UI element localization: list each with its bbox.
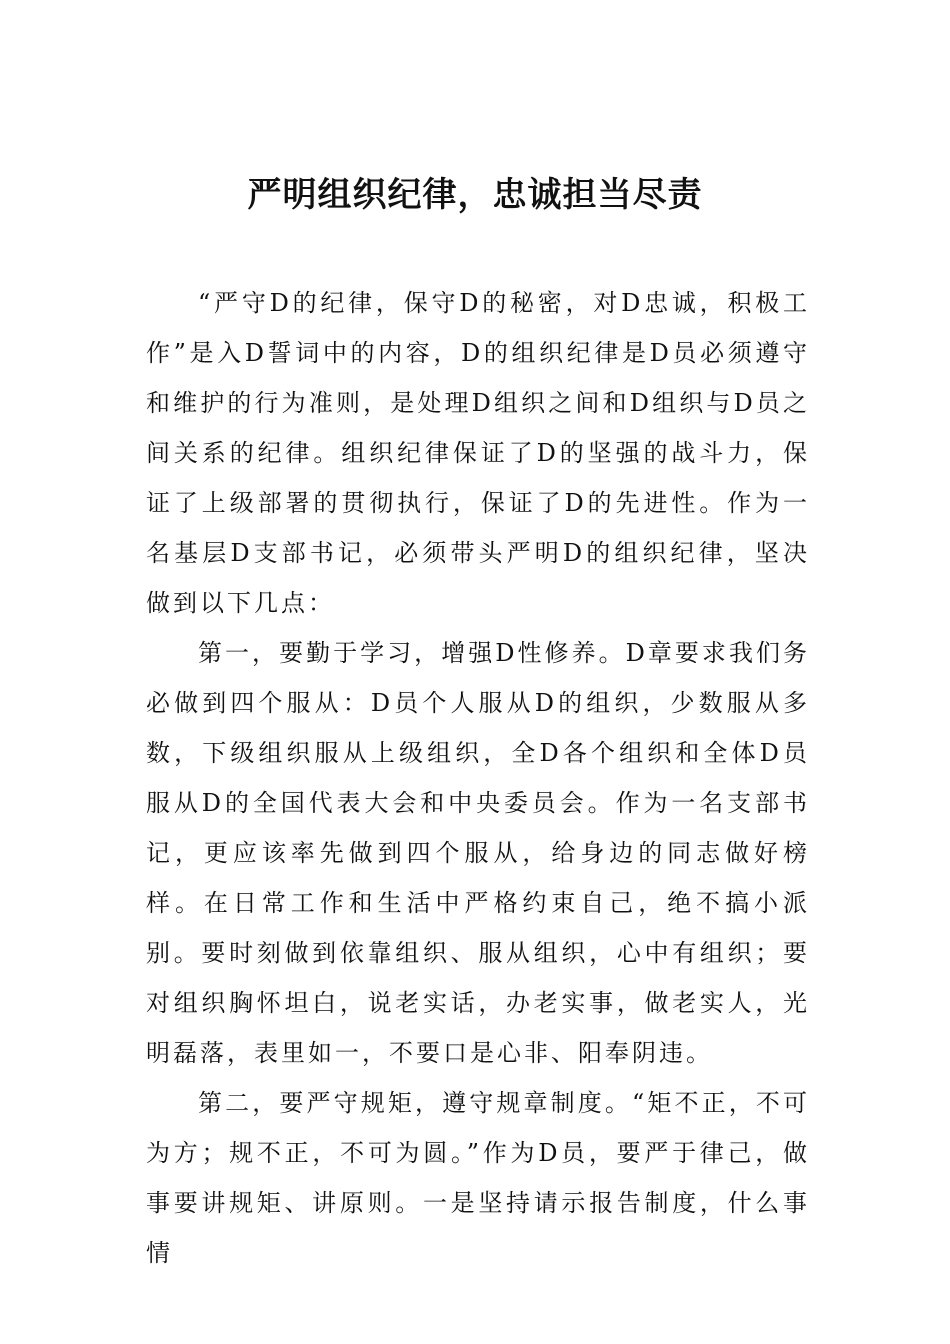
document-body xyxy=(146,278,810,1278)
document-title: 严明组织纪律，忠诚担当尽责 xyxy=(247,175,703,215)
paragraph-second-point: 第二，要严守规矩，遵守规章制度。“矩不正，不可为方；规不正，不可为圆。”作为D员，要严于律己，做事要讲规矩、讲原则。一是坚持请示报告制度，什么事情 xyxy=(146,1089,810,1267)
paragraph-intro: “严守D的纪律，保守D的秘密，对D忠诚，积极工作”是入D誓词中的内容，D的组织纪律是D员必须遵守和维护的行为准则，是处理D组织之间和D组织与D员之间关系的纪律。组织纪律保证了D的坚强的战斗力，保证了上级部署的贯彻执行，保证了D的先进性。作为一名基层D支部书记，必须带头严明D的组织纪律，坚决做到以下几点： xyxy=(146,289,810,617)
paragraph-first-point: 第一，要勤于学习，增强D性修养。D章要求我们务必做到四个服从：D员个人服从D的组织，少数服从多数，下级组织服从上级组织，全D各个组织和全体D员服从D的全国代表大会和中央委员会。作为一名支部书记，更应该率先做到四个服从，给身边的同志做好榜样。在日常工作和生活中严格约束自己，绝不搞小派别。要时刻做到依靠组织、服从组织，心中有组织；要对组织胸怀坦白，说老实话，办老实事，做老实人，光明磊落，表里如一，不要口是心非、阳奉阴违。 xyxy=(146,639,810,1067)
